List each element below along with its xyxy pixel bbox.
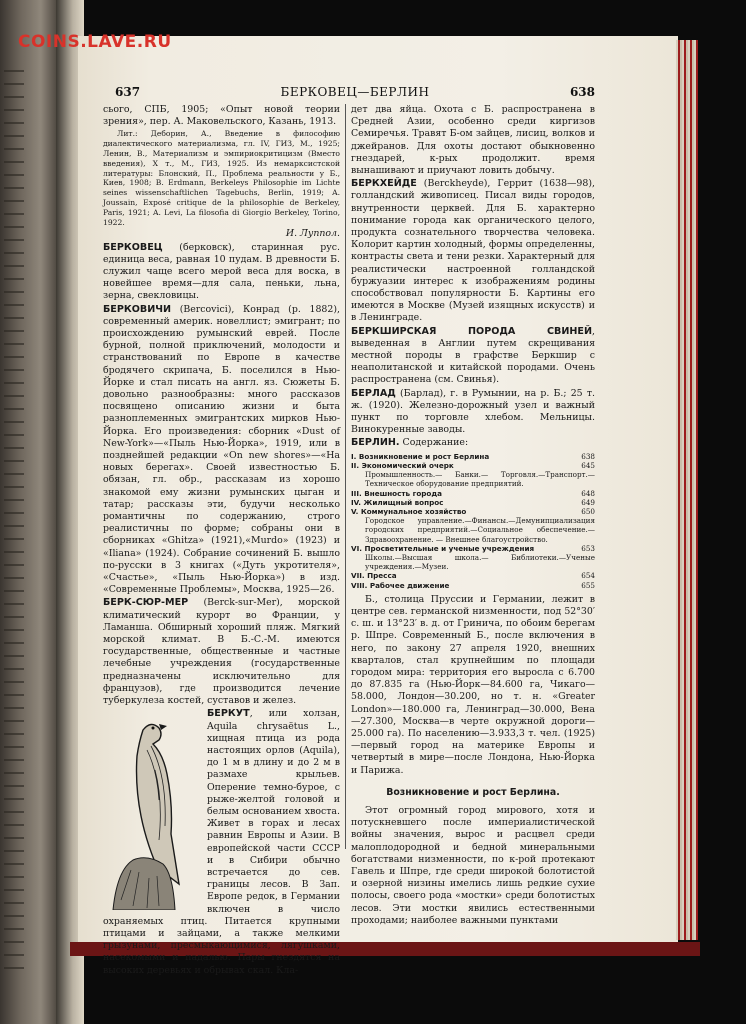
paragraph: дет два яйца. Охота с Б. распространена в Средней Азии, особенно среди киргизов Семиречья. Травят Б-ом зайцев, лисиц, волков и джейранов. Для охоты достают обыкновенно гнездарей, к-рых продолжит. время вынашивают и приучают ловить добычу. bbox=[351, 104, 595, 177]
toc-page: 650 bbox=[581, 506, 595, 516]
headword: БЕРЛИН. bbox=[351, 437, 400, 449]
entry-text: , или холзан, Aquila chrysaëtus L., хищная птица из рода настоящих орлов (Aquila), до 1 м в длину и до 2 м в размахе крыльев. Оперение темно-бурое, с рыже-желтой головой и белым основанием хвоста. Живет в горах и лесах равнин Европы и Азии. В европейской части СССР и в Сибири обычно встречается до сев. границы лесов. В Зап. Европе редок, в Германии включен в число охраняемых птиц. Питается крупными птицами и зайцами, а также мелкими грызунами, пресмыкающимися, лягушками, насекомыми и падалью. Пары гнездятся на высоких деревьях и обрывах скал. Кла- bbox=[103, 708, 340, 976]
table-of-contents bbox=[351, 452, 595, 590]
toc-label: V. Коммунальное хозяйство bbox=[351, 506, 467, 516]
headword: БЕРКОВИЧИ bbox=[103, 303, 172, 315]
paragraph: Этот огромный город мирового, хотя и потускневшего после империалистической войны значения, вырос и расцвел среди малоплодородной и бедной минеральными богатствами низменности, по к-рой протекают Гавель и Шпре, где среди широкой болотистой и озерной низины имелись лишь редкие сухие полосы, своего рода «мостки» среди болотистых лесов. Эти мостки явились естественными проходами; наиболее важными пунктами bbox=[351, 804, 595, 926]
entry-text: (Барлад), г. в Румынии, на р. Б.; 25 т. ж. (1920). Железно-дорожный узел и важный пункт по торговле хлебом. Мельницы. Винокуренные заводы. bbox=[351, 387, 595, 436]
watermark: COINS.LAVE.RU bbox=[18, 32, 172, 52]
toc-row bbox=[351, 452, 595, 461]
author-signature: И. Луппол. bbox=[285, 228, 340, 240]
toc-page: 638 bbox=[581, 451, 595, 461]
toc-label: VI. Просветительные и ученые учреждения bbox=[351, 543, 535, 553]
eagle-icon bbox=[103, 710, 203, 910]
entry-text: (Berck-sur-Mer), морской климатический курорт во Франции, у Ламанша. Обширный хороший пляж. Мягкий морской климат. В Б.-С.-М. имеются государственные, общественные и частные лечебные учреждения (государственные предназначены исключительно для французов), где производится лечение туберкулеза костей, суставов и желез. bbox=[103, 597, 340, 707]
toc-page: 654 bbox=[581, 571, 595, 581]
entry-berlin bbox=[351, 437, 595, 449]
right-column bbox=[351, 104, 595, 928]
paragraph: сього, СПБ, 1905; «Опыт новой теории зрения», пер. А. Маковельского, Казань, 1913. bbox=[103, 104, 340, 128]
entry-text: , выведенная в Англии путем скрещивания местной породы в графстве Беркшир с неаполитанской и китайской породами. Очень распространена (см. Свинья). bbox=[351, 325, 595, 386]
toc-row bbox=[351, 461, 595, 470]
page-number-left: 637 bbox=[115, 85, 141, 99]
headword: БЕРКОВЕЦ bbox=[103, 241, 163, 253]
toc-label: II. Экономический очерк bbox=[351, 460, 454, 470]
toc-label: VII. Пресса bbox=[351, 571, 397, 581]
page-number-right: 638 bbox=[569, 85, 595, 99]
entry-text: (Berckheyde), Геррит (1638—98), голландский живописец. Писал виды городов, внутренности церквей. Для Б. характерно понимание города как органического целого, продукта сознательного творчества человека. Колорит картин холодный, формы определенны, контрасты света и тени резки. Характерный для реалистически настроенной голландской буржуазии интерес к изображениям родины способствовал популярности Б. Картины его имеются в Москве (Музей изящных искусств) и в Ленинграде. bbox=[351, 178, 595, 324]
headword: БЕРКШИРСКАЯ ПОРОДА СВИНЕЙ bbox=[351, 325, 593, 337]
entry-berck-sur-mer bbox=[103, 597, 340, 707]
entry-berlad bbox=[351, 388, 595, 437]
toc-page: 645 bbox=[581, 460, 595, 470]
section-heading: Возникновение и рост Берлина. bbox=[386, 786, 560, 798]
paragraph: Б., столица Пруссии и Германии, лежит в центре сев. германской низменности, под 52°30′ с. ш. и 13°23′ в. д. от Гринича, по обоим берегам р. Шпре. Современный Б., после включения в него, по закону 27 апреля 1920, внешних кварталов, стал крупнейшим по площади городом мира: территория его выросла с 6.700 до 87.835 га (Нью-Йорк—84.600 га, Чикаго—58.000, Лондон—30.200, но т. н. «Greater London»—180.000 га, Ленинград—30.000, Вена—27.300, Москва—в черте окружной дороги—25.000 га). По населению—3.933,3 т. чел. (1925)—первый город на материке Европы и четвертый в мире—после Лондона, Нью-Йорка и Парижа. bbox=[351, 593, 595, 776]
entry-berkovichi bbox=[103, 304, 340, 597]
toc-subitems: Городское управление.—Финансы.—Демунипциализация городских предприятий.—Социальное обеспечение.—Здравоохранение. — Внешнее благоустройство. bbox=[365, 516, 595, 544]
left-column bbox=[103, 104, 340, 978]
toc-row bbox=[351, 489, 595, 498]
entry-text: (Bercovici), Конрад (р. 1882), современный америк. новеллист; эмигрант; по происхождению румынский еврей. После бурной, полной приключений, молодости и странствований по Европе в качестве бродячего скрипача, Б. поселился в Нью-Йорке и стал писать на англ. яз. Сюжеты Б. довольно разнообразны: много рассказов посвящено описанию жизни и быта разноплеменных эмигрантских мирков Нью-Йорка. Его произведения: сборник «Dust of New-York»—«Пыль Нью-Йорка», 1919, или в позднейшей редакции «On new shores»—«На новых берегах». Своей известностью Б. обязан, гл. обр., рассказам из хорошо знакомой ему жизни румынских цыган и татар; рассказы эти, будучи несколько романтичны по содержанию, строго реалистичны по форме; собраны они в сборниках «Ghitza» (1921),«Murdo» (1923) и «Iliana» (1924). Собрание сочинений Б. вышло по-русски в 3 книгах («Дуть укротителя», «Счастье», «Пыль Нью-Йорка») в изд. «Современные Проблемы», Москва, 1925—26. bbox=[103, 303, 340, 596]
toc-subitems: Школы.—Высшая школа.— Библиотеки.—Ученые учреждения.—Музеи. bbox=[365, 552, 595, 572]
toc-label: VIII. Рабочее движение bbox=[351, 580, 450, 590]
entry-berkut bbox=[103, 708, 340, 976]
golden-eagle-illustration bbox=[103, 710, 203, 910]
toc-label: III. Внешность города bbox=[351, 488, 443, 498]
toc-subitems: Промышленность.— Банки.— Торговля.—Транспорт.—Техническое оборудование предприятий. bbox=[365, 470, 595, 489]
toc-page: 648 bbox=[581, 488, 595, 498]
toc-label: IV. Жилищный вопрос bbox=[351, 497, 444, 507]
toc-row bbox=[351, 498, 595, 507]
running-title: БЕРКОВЕЦ—БЕРЛИН bbox=[280, 85, 430, 99]
entry-text: Содержание: bbox=[399, 437, 469, 449]
toc-page: 653 bbox=[581, 543, 595, 553]
toc-page: 655 bbox=[581, 580, 595, 590]
entry-text: (берковск), старинная рус. единица веса, равная 10 пудам. В древности Б. служил чаще всего мерой веса для воска, в новейшее время—для сала, пеньки, льна, зерна, свекловицы. bbox=[103, 241, 340, 302]
toc-row bbox=[351, 581, 595, 590]
toc-label: I. Возникновение и рост Берлина bbox=[351, 451, 490, 461]
entry-berckheyde bbox=[351, 178, 595, 324]
headword: БЕРКХЕЙДЕ bbox=[351, 178, 417, 190]
headword: БЕРК-СЮР-МЕР bbox=[103, 597, 189, 609]
headword: БЕРЛАД bbox=[351, 387, 396, 399]
left-page-text-strip bbox=[4, 70, 24, 970]
left-page-edge bbox=[0, 0, 58, 1024]
toc-row bbox=[351, 507, 595, 516]
toc-page: 649 bbox=[581, 497, 595, 507]
entry-berkovets bbox=[103, 242, 340, 303]
literature-list: Лит.: Деборин, А., Введение в философию диалектического материализма, гл. IV, ГИЗ, М., 1925; Ленин, В., Материализм и эмпириокритицизм (Вместо введения), Х т., М., ГИЗ, 1925. Из немарксистской литературы: Блонский, П., Проблема реальности у Б., Киев, 1908; B. Erdmann, Berkeleys Philosophie im Lichte seines wissenschaftlichen Tagebuchs, Berlin, 1919; A. Joussain, Exposé critique de la philosophie de Berkeley, Paris, 1921; A. Levi, La filosofia di Giorgio Berkeley, Torino, 1922. bbox=[103, 129, 340, 227]
page-header bbox=[115, 85, 595, 101]
toc-row bbox=[351, 571, 595, 580]
column-rule bbox=[345, 104, 346, 849]
page-edges bbox=[676, 40, 698, 940]
headword: БЕРКУТ bbox=[207, 708, 250, 720]
entry-berkshire-pig bbox=[351, 326, 595, 387]
toc-row bbox=[351, 544, 595, 553]
